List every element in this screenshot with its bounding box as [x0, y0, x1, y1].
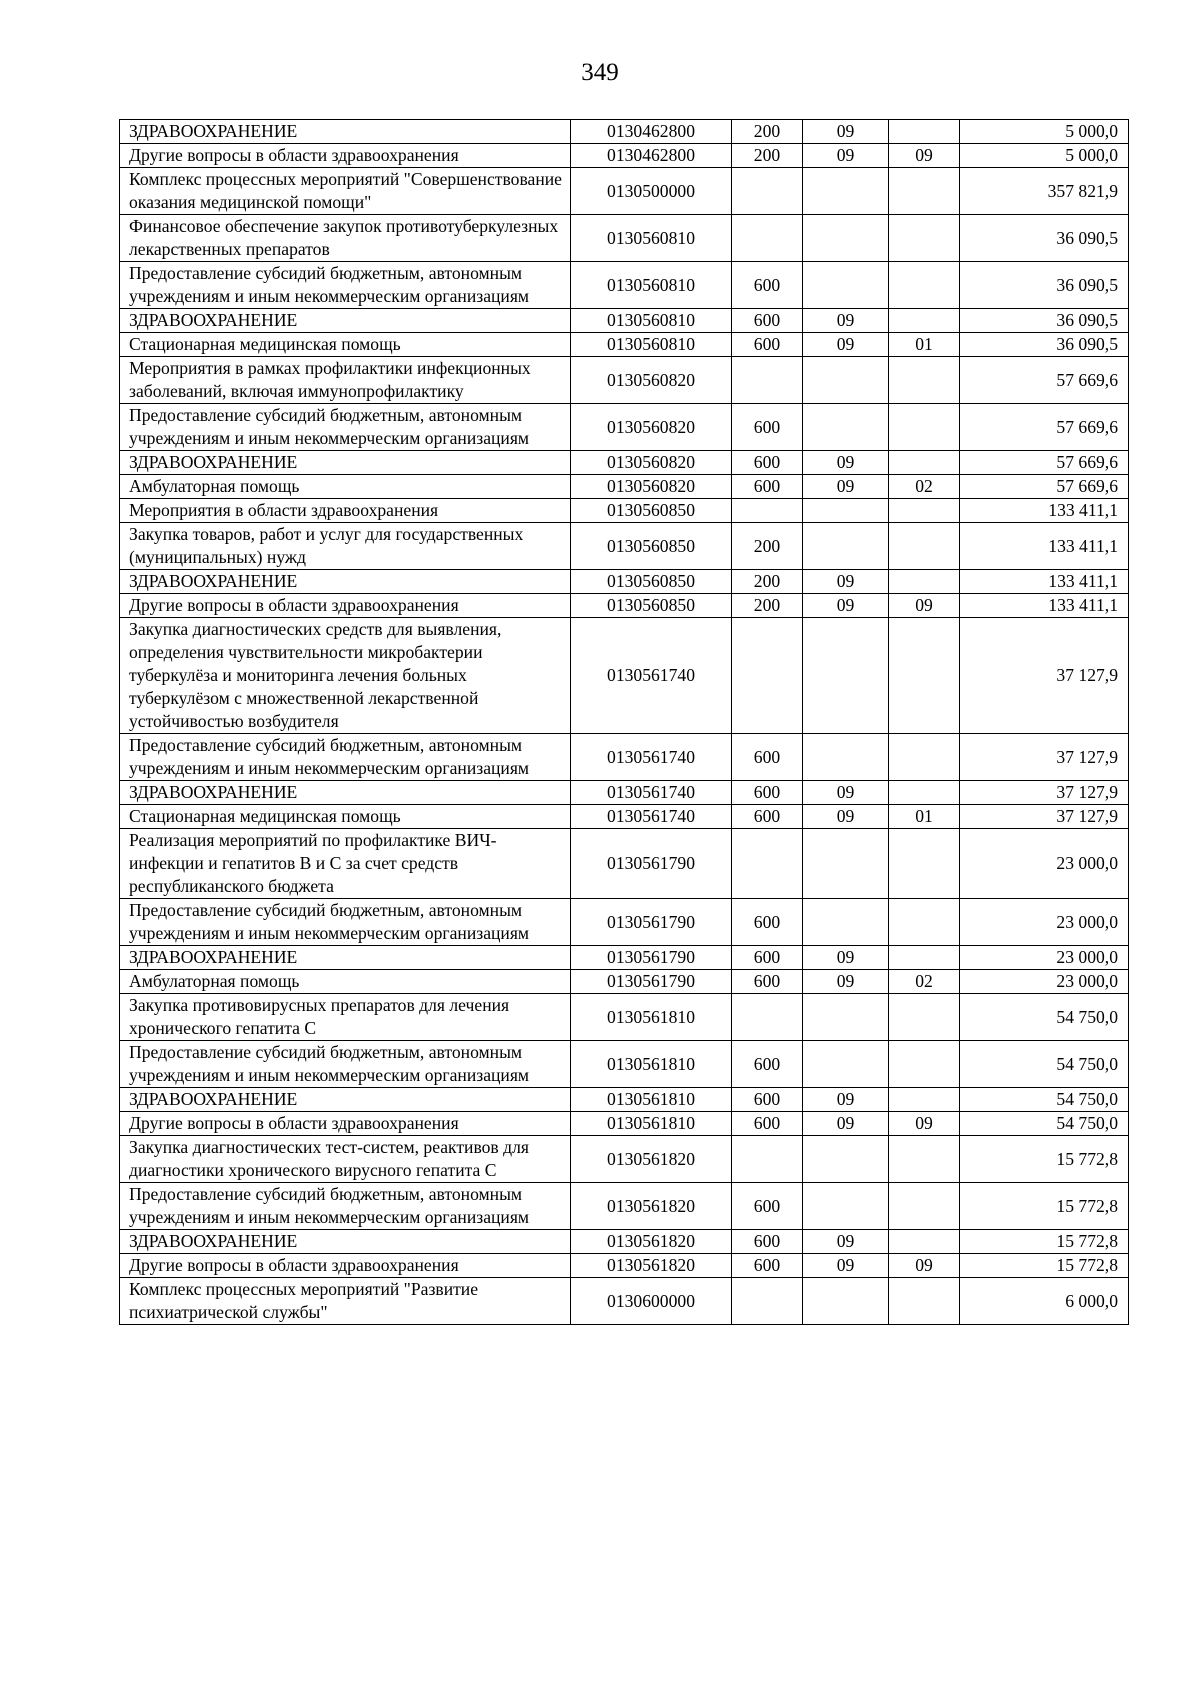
row-expense-type: 600: [732, 404, 803, 451]
row-expense-type: 600: [732, 946, 803, 970]
row-subsection: [889, 404, 960, 451]
row-amount: 23 000,0: [960, 829, 1129, 899]
row-amount: 36 090,5: [960, 309, 1129, 333]
row-amount: 23 000,0: [960, 899, 1129, 946]
row-amount: 357 821,9: [960, 168, 1129, 215]
row-name: ЗДРАВООХРАНЕНИЕ: [120, 309, 571, 333]
row-amount: 133 411,1: [960, 594, 1129, 618]
row-target-code: 0130560820: [571, 357, 732, 404]
row-subsection: [889, 499, 960, 523]
row-subsection: 09: [889, 1254, 960, 1278]
row-expense-type: [732, 215, 803, 262]
row-target-code: 0130600000: [571, 1278, 732, 1325]
row-name: Другие вопросы в области здравоохранения: [120, 594, 571, 618]
row-name: Предоставление субсидий бюджетным, автономным учреждениям и иным некоммерческим организациям: [120, 262, 571, 309]
row-name: ЗДРАВООХРАНЕНИЕ: [120, 781, 571, 805]
row-name: Закупка товаров, работ и услуг для государственных (муниципальных) нужд: [120, 523, 571, 570]
row-subsection: [889, 1230, 960, 1254]
row-subsection: 01: [889, 805, 960, 829]
row-expense-type: [732, 499, 803, 523]
row-amount: 133 411,1: [960, 570, 1129, 594]
row-section: 09: [803, 144, 889, 168]
row-amount: 54 750,0: [960, 1112, 1129, 1136]
row-subsection: [889, 899, 960, 946]
row-expense-type: 600: [732, 1088, 803, 1112]
row-name: Стационарная медицинская помощь: [120, 805, 571, 829]
row-amount: 5 000,0: [960, 120, 1129, 144]
table-row: [120, 144, 1129, 168]
row-target-code: 0130561820: [571, 1230, 732, 1254]
table-row: [120, 1041, 1129, 1088]
row-section: 09: [803, 475, 889, 499]
row-name: Другие вопросы в области здравоохранения: [120, 144, 571, 168]
row-name: Другие вопросы в области здравоохранения: [120, 1112, 571, 1136]
row-name: Предоставление субсидий бюджетным, автономным учреждениям и иным некоммерческим организациям: [120, 404, 571, 451]
row-expense-type: 600: [732, 1183, 803, 1230]
row-subsection: [889, 1088, 960, 1112]
row-amount: 5 000,0: [960, 144, 1129, 168]
row-section: 09: [803, 1230, 889, 1254]
row-amount: 133 411,1: [960, 499, 1129, 523]
row-target-code: 0130561810: [571, 1112, 732, 1136]
row-subsection: [889, 781, 960, 805]
row-expense-type: 600: [732, 970, 803, 994]
row-target-code: 0130500000: [571, 168, 732, 215]
table-row: [120, 120, 1129, 144]
row-subsection: 09: [889, 594, 960, 618]
row-amount: 23 000,0: [960, 946, 1129, 970]
row-target-code: 0130560850: [571, 499, 732, 523]
row-section: [803, 899, 889, 946]
row-section: [803, 523, 889, 570]
row-expense-type: [732, 994, 803, 1041]
budget-table: [119, 119, 1129, 1325]
row-expense-type: 600: [732, 1041, 803, 1088]
row-subsection: [889, 215, 960, 262]
row-subsection: [889, 1278, 960, 1325]
row-name: Стационарная медицинская помощь: [120, 333, 571, 357]
table-row: [120, 946, 1129, 970]
row-section: 09: [803, 946, 889, 970]
row-target-code: 0130560810: [571, 262, 732, 309]
row-subsection: 02: [889, 970, 960, 994]
row-subsection: [889, 168, 960, 215]
row-target-code: 0130560810: [571, 333, 732, 357]
table-row: [120, 781, 1129, 805]
row-section: [803, 618, 889, 734]
table-row: [120, 1230, 1129, 1254]
row-section: 09: [803, 781, 889, 805]
row-amount: 36 090,5: [960, 262, 1129, 309]
row-subsection: [889, 1041, 960, 1088]
row-expense-type: 600: [732, 475, 803, 499]
row-expense-type: 600: [732, 451, 803, 475]
row-amount: 15 772,8: [960, 1136, 1129, 1183]
row-subsection: [889, 829, 960, 899]
row-subsection: [889, 946, 960, 970]
row-amount: 36 090,5: [960, 333, 1129, 357]
page-number: 349: [581, 59, 619, 86]
row-name: Предоставление субсидий бюджетным, автономным учреждениям и иным некоммерческим организациям: [120, 899, 571, 946]
row-target-code: 0130561790: [571, 899, 732, 946]
row-amount: 15 772,8: [960, 1230, 1129, 1254]
budget-table-body: [120, 120, 1129, 1325]
row-target-code: 0130561810: [571, 1041, 732, 1088]
row-name: Амбулаторная помощь: [120, 475, 571, 499]
row-target-code: 0130462800: [571, 120, 732, 144]
row-name: ЗДРАВООХРАНЕНИЕ: [120, 451, 571, 475]
row-amount: 57 669,6: [960, 404, 1129, 451]
row-section: 09: [803, 594, 889, 618]
table-row: [120, 523, 1129, 570]
row-target-code: 0130561820: [571, 1254, 732, 1278]
row-amount: 37 127,9: [960, 734, 1129, 781]
table-row: [120, 499, 1129, 523]
row-subsection: 02: [889, 475, 960, 499]
row-target-code: 0130561740: [571, 805, 732, 829]
row-section: [803, 168, 889, 215]
row-amount: 36 090,5: [960, 215, 1129, 262]
table-row: [120, 1183, 1129, 1230]
row-amount: 133 411,1: [960, 523, 1129, 570]
row-section: 09: [803, 1254, 889, 1278]
row-target-code: 0130560810: [571, 215, 732, 262]
row-expense-type: 200: [732, 594, 803, 618]
row-subsection: [889, 1183, 960, 1230]
row-name: ЗДРАВООХРАНЕНИЕ: [120, 946, 571, 970]
row-amount: 37 127,9: [960, 618, 1129, 734]
table-row: [120, 1254, 1129, 1278]
row-expense-type: 200: [732, 144, 803, 168]
row-name: Финансовое обеспечение закупок противотуберкулезных лекарственных препаратов: [120, 215, 571, 262]
row-target-code: 0130561810: [571, 994, 732, 1041]
row-target-code: 0130561740: [571, 781, 732, 805]
row-expense-type: 600: [732, 1254, 803, 1278]
row-name: Мероприятия в области здравоохранения: [120, 499, 571, 523]
row-amount: 37 127,9: [960, 805, 1129, 829]
row-amount: 37 127,9: [960, 781, 1129, 805]
row-name: Закупка диагностических тест-систем, реактивов для диагностики хронического вирусного гепатита С: [120, 1136, 571, 1183]
row-expense-type: 600: [732, 1112, 803, 1136]
row-amount: 57 669,6: [960, 357, 1129, 404]
table-row: [120, 805, 1129, 829]
row-target-code: 0130561790: [571, 970, 732, 994]
row-name: ЗДРАВООХРАНЕНИЕ: [120, 120, 571, 144]
row-subsection: [889, 994, 960, 1041]
row-section: [803, 734, 889, 781]
table-row: [120, 1112, 1129, 1136]
table-row: [120, 475, 1129, 499]
row-name: Закупка противовирусных препаратов для лечения хронического гепатита C: [120, 994, 571, 1041]
row-subsection: 09: [889, 1112, 960, 1136]
row-section: [803, 499, 889, 523]
table-row: [120, 262, 1129, 309]
row-target-code: 0130560820: [571, 475, 732, 499]
row-section: 09: [803, 1112, 889, 1136]
table-row: [120, 451, 1129, 475]
row-expense-type: 600: [732, 1230, 803, 1254]
row-subsection: [889, 1136, 960, 1183]
row-target-code: 0130560820: [571, 451, 732, 475]
row-name: ЗДРАВООХРАНЕНИЕ: [120, 1088, 571, 1112]
row-subsection: [889, 120, 960, 144]
row-section: [803, 1278, 889, 1325]
row-subsection: [889, 618, 960, 734]
table-row: [120, 899, 1129, 946]
row-amount: 54 750,0: [960, 1088, 1129, 1112]
row-section: [803, 357, 889, 404]
row-subsection: [889, 357, 960, 404]
row-expense-type: [732, 1278, 803, 1325]
table-row: [120, 357, 1129, 404]
row-amount: 23 000,0: [960, 970, 1129, 994]
row-expense-type: 600: [732, 781, 803, 805]
row-expense-type: [732, 357, 803, 404]
row-target-code: 0130560820: [571, 404, 732, 451]
row-name: Комплекс процессных мероприятий "Совершенствование оказания медицинской помощи": [120, 168, 571, 215]
table-row: [120, 168, 1129, 215]
row-section: 09: [803, 570, 889, 594]
row-expense-type: 600: [732, 262, 803, 309]
table-row: [120, 1278, 1129, 1325]
row-target-code: 0130561790: [571, 829, 732, 899]
row-expense-type: [732, 618, 803, 734]
row-expense-type: [732, 829, 803, 899]
row-expense-type: 600: [732, 734, 803, 781]
table-row: [120, 970, 1129, 994]
row-name: Предоставление субсидий бюджетным, автономным учреждениям и иным некоммерческим организациям: [120, 1041, 571, 1088]
row-section: 09: [803, 333, 889, 357]
row-expense-type: 600: [732, 309, 803, 333]
row-subsection: [889, 734, 960, 781]
row-subsection: 09: [889, 144, 960, 168]
row-amount: 57 669,6: [960, 475, 1129, 499]
row-subsection: [889, 309, 960, 333]
table-row: [120, 1088, 1129, 1112]
row-name: Предоставление субсидий бюджетным, автономным учреждениям и иным некоммерческим организациям: [120, 734, 571, 781]
row-expense-type: 600: [732, 899, 803, 946]
row-section: 09: [803, 1088, 889, 1112]
row-subsection: [889, 570, 960, 594]
table-row: [120, 734, 1129, 781]
row-target-code: 0130561740: [571, 734, 732, 781]
row-section: [803, 404, 889, 451]
row-expense-type: [732, 1136, 803, 1183]
row-section: 09: [803, 451, 889, 475]
row-amount: 57 669,6: [960, 451, 1129, 475]
row-target-code: 0130560850: [571, 523, 732, 570]
row-name: Закупка диагностических средств для выявления, определения чувствительности микробактерии туберкулёза и мониторинга лечения больных туберкулёзом с множественной лекарственной устойчивостью возбудителя: [120, 618, 571, 734]
row-name: Мероприятия в рамках профилактики инфекционных заболеваний, включая иммунопрофилактику: [120, 357, 571, 404]
row-section: 09: [803, 805, 889, 829]
table-row: [120, 829, 1129, 899]
row-name: Амбулаторная помощь: [120, 970, 571, 994]
table-row: [120, 404, 1129, 451]
row-amount: 15 772,8: [960, 1254, 1129, 1278]
table-row: [120, 594, 1129, 618]
row-section: [803, 994, 889, 1041]
row-target-code: 0130561820: [571, 1136, 732, 1183]
row-name: Другие вопросы в области здравоохранения: [120, 1254, 571, 1278]
row-section: [803, 1041, 889, 1088]
row-section: [803, 215, 889, 262]
row-amount: 6 000,0: [960, 1278, 1129, 1325]
row-name: Реализация мероприятий по профилактике ВИЧ-инфекции и гепатитов B и C за счет средств республиканского бюджета: [120, 829, 571, 899]
row-section: [803, 829, 889, 899]
row-amount: 54 750,0: [960, 994, 1129, 1041]
row-section: 09: [803, 970, 889, 994]
row-section: [803, 1136, 889, 1183]
table-row: [120, 618, 1129, 734]
row-amount: 54 750,0: [960, 1041, 1129, 1088]
row-subsection: [889, 262, 960, 309]
table-row: [120, 1136, 1129, 1183]
row-target-code: 0130561790: [571, 946, 732, 970]
row-target-code: 0130561740: [571, 618, 732, 734]
row-expense-type: 200: [732, 120, 803, 144]
row-name: ЗДРАВООХРАНЕНИЕ: [120, 570, 571, 594]
row-target-code: 0130560810: [571, 309, 732, 333]
row-expense-type: 200: [732, 570, 803, 594]
row-target-code: 0130560850: [571, 570, 732, 594]
row-amount: 15 772,8: [960, 1183, 1129, 1230]
row-target-code: 0130561820: [571, 1183, 732, 1230]
table-row: [120, 309, 1129, 333]
row-section: [803, 262, 889, 309]
row-target-code: 0130560850: [571, 594, 732, 618]
table-row: [120, 570, 1129, 594]
row-expense-type: 600: [732, 805, 803, 829]
row-section: 09: [803, 120, 889, 144]
row-name: Комплекс процессных мероприятий "Развитие психиатрической службы": [120, 1278, 571, 1325]
row-expense-type: 200: [732, 523, 803, 570]
row-section: 09: [803, 309, 889, 333]
row-target-code: 0130561810: [571, 1088, 732, 1112]
row-section: [803, 1183, 889, 1230]
row-subsection: 01: [889, 333, 960, 357]
row-expense-type: 600: [732, 333, 803, 357]
row-name: ЗДРАВООХРАНЕНИЕ: [120, 1230, 571, 1254]
row-subsection: [889, 451, 960, 475]
table-row: [120, 215, 1129, 262]
row-expense-type: [732, 168, 803, 215]
table-row: [120, 333, 1129, 357]
table-row: [120, 994, 1129, 1041]
row-subsection: [889, 523, 960, 570]
row-target-code: 0130462800: [571, 144, 732, 168]
row-name: Предоставление субсидий бюджетным, автономным учреждениям и иным некоммерческим организациям: [120, 1183, 571, 1230]
